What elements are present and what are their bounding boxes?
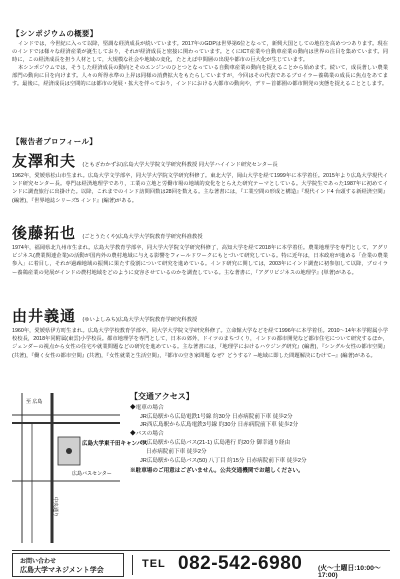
access-line: 日赤病院前下車 徒歩2分 <box>146 448 207 455</box>
reporter-bio: 1962年，愛媛県松山市生まれ。広島大学文学部卒，同大学大学院文学研究科修了。東北大学，岡山大学を経て1999年に本学着任。2015年より広島大学現代インド研究センター長。専門は経済地理学であり，工業の立地と労働市場の地域的変化をとらえた研究テーマとしている。大学院生であった1987年に初めてインドに調査旅行に出掛けた。以降，これまでのインド訪問回数は28回を数える。主な著書には，『工業空間の形成と構造』『現代インド4 台頭する新経済空間』(編著)，『世界地誌シリーズ5 インド』(編著)がある。 <box>12 173 388 204</box>
access-line: JR広島駅から広島バス(21-1) 広島港行 約20分 御幸通り経由 <box>140 439 291 446</box>
access-heading: 【交通アクセス】 <box>130 392 194 401</box>
overview-text <box>12 40 388 89</box>
reporter-bio: 1974年，福岡県北九州市生まれ。広島大学教育学部卒，同大学大学院文学研究科修了，高知大学を経て2018年に本学着任。農業地理学を専門として，アグリビジネス(農業関連企業)の活動が国内外の農村地域に与える影響をフィールドワークにもとづいて研究している。特に近年は，日本政府が進める「企業の農業参入」に着目し，それが過疎地域の振興に果たす役割について研究を進めている。インド研究に関しては，2003年にインド調査に初参加して以降，ブロイラー養鶏産業の発展がインドの農村地域をどのように変容させているのかを調査している。主な著書に，『アグリビジネスの地理学』(単著)がある。 <box>12 245 388 276</box>
reporters-heading: 【報告者プロフィール】 <box>12 137 98 146</box>
access-note: ※駐車場のご用意はございません。公共交通機関でお越しください。 <box>130 468 304 475</box>
reporter-bio: 1960年，愛媛県伊方町生まれ。広島大学学校教育学部卒，同大学大学院文学研究科修了。立命館大学などを経て1996年に本学着任。2010〜14年本学附属小学校校長，2018年同附属(東雲)小学校長。都市地理学を専門として，日本の郊外，ドイツのまちづくり，インドの都市開発など都市住宅について研究するほか，ジェンダーの視点から女性の住宅や就業問題などの研究を進めている。主な著書には，『地理学におけるハウジング研究』(編著)，『シングル女性の都市空間』(共著)，『働く女性の都市空間』(共著)，『女性就業と生活空間』，『都市の空き家問題 なぜ？どうする？─地域に即した問題解決にむけて─』(編著)がある。 <box>12 328 388 359</box>
contact-divider <box>132 555 133 575</box>
access-line: ◆電車の場合 <box>130 404 164 411</box>
overview-paragraph: インドでは，今世紀に入って以降，堅調な経済成長が続いています。2017年のGDPは世界第6位となって，新興大国としての地位を高めつつあります。現在のインドでは様々な経済産業が誕生しており，それが経済成長と密接に関わっています。とくにICT産業や自動車産業の動向は世界の注目を集めています。同時に，この経済成長を担う人材として，大規模な社会や地域の変化，たとえば中間層の出現や都市の巨大化が生じています。 <box>12 41 388 64</box>
access-line: JR西広島駅から広島電鉄3号線 約30分 日赤病院前下車 徒歩2分 <box>140 422 299 429</box>
contact-box <box>12 553 124 577</box>
reporter-2 <box>12 222 388 277</box>
map-label-bus: 広島バスセンター <box>72 471 112 477</box>
map-label-campus: 広島大学東千田キャンパス <box>82 441 148 447</box>
tel-number[interactable]: 082-542-6980 <box>178 553 303 574</box>
tel-hours: (火〜土曜日:10:00〜17:00) <box>318 565 381 579</box>
reporter-affiliation: (ゆいよしみち)広島大学大学院教育学研究科教授 <box>82 317 198 323</box>
access-line: JR広島駅から広島バス(50) 八丁目 約15分 日赤病院前下車 徒歩2分 <box>140 457 307 464</box>
contact-label: お問い合わせ <box>20 559 57 565</box>
overview-paragraph: 本シンポジウムでは，そうした経済成長の動向とそのエンジンのひとつとなっている自動車産業の動向を捉えることから始めます。続いて，成長著しい農業部門の動向に目を向けます。人々の所得水準の上昇は同様の消費拡大をもたらしていますが，今回はその代表であるブロイラー養鶏業の成長に焦点をあてます。最後に，経済成長は空間的には都市の発展・拡大を伴っており，インドにおける大都市の動向や，デリー首都圏の都市開発の実態を捉えることとします。 <box>12 65 388 88</box>
map-label-top: 至 広島 <box>26 399 43 405</box>
access-section <box>130 393 390 476</box>
reporter-3 <box>12 305 388 360</box>
reporter-name: 友澤和夫 <box>12 152 77 170</box>
tel-label: TEL <box>142 558 166 570</box>
map-label-route: 中央通り <box>52 497 58 518</box>
reporter-affiliation: (ごとうたくや)広島大学大学院教育学研究科准教授 <box>82 234 203 240</box>
campus-marker-icon <box>66 448 72 454</box>
reporter-name: 後藤拓也 <box>12 224 77 242</box>
reporter-name: 由井義通 <box>12 307 77 325</box>
access-line: JR広島駅から広島電鉄1号線 約30分 日赤病院前下車 徒歩2分 <box>140 413 293 420</box>
access-line: ◆バスの場合 <box>130 431 164 438</box>
overview-heading: 【シンポジウムの概要】 <box>12 29 98 38</box>
reporter-affiliation: (ともざわかずお)広島大学大学院文学研究科教授 同大学ハイインド研究センター長 <box>82 162 278 168</box>
contact-org: 広島大学マネジメント学会 <box>20 567 104 574</box>
reporter-1 <box>12 150 388 205</box>
